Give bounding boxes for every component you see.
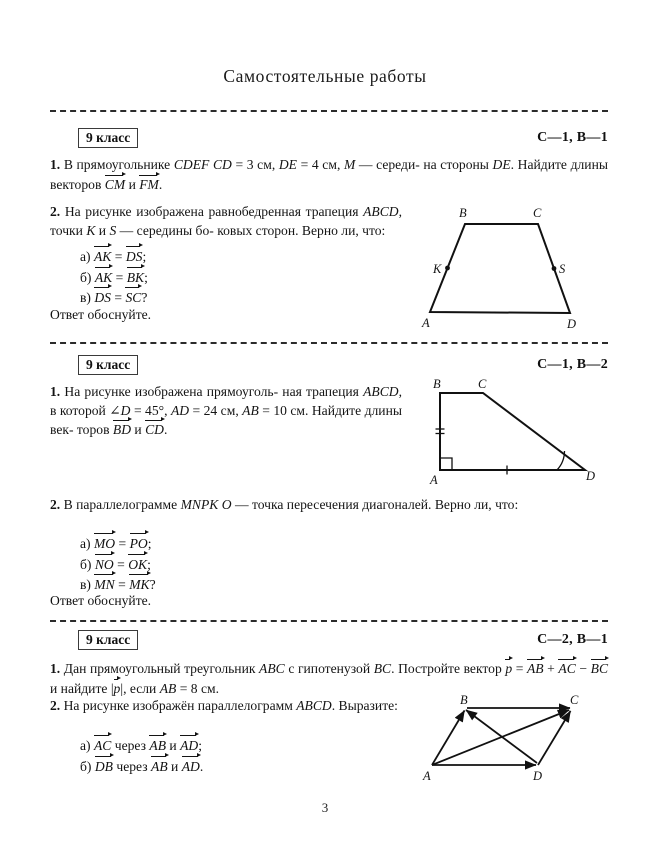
list-item — [50, 267, 148, 288]
vector-p: p — [505, 659, 512, 679]
problem-text: и — [125, 176, 140, 192]
vector-OK: OK — [128, 554, 147, 575]
vector-DC-arrow — [538, 711, 571, 765]
math-label: ABCD — [363, 204, 399, 219]
problem-text: |, если — [120, 680, 160, 696]
problem-2-2-items — [50, 533, 156, 595]
vector-MO: MO — [94, 533, 115, 554]
problem-text: на стороны — [423, 157, 493, 172]
punctuation: . — [199, 758, 204, 774]
problem-1-2-items — [50, 246, 148, 308]
problem-text: = 45°, — [130, 402, 168, 418]
problem-text: Дан прямоугольный треугольник — [63, 661, 260, 676]
problem-number: 1. — [50, 157, 61, 172]
problem-text: На рисунке изображена прямоуголь- — [64, 384, 279, 399]
punctuation: ; — [198, 738, 202, 753]
problem-text: и — [167, 758, 182, 774]
punctuation: ; — [142, 249, 147, 264]
vector-AC: AC — [94, 735, 111, 756]
problem-number: 2. — [50, 204, 61, 219]
variant-label-1: С—1, В—1 — [537, 130, 608, 145]
problem-text: и — [131, 422, 146, 437]
problem-1-2 — [50, 203, 402, 240]
problem-text: — середи- — [355, 157, 420, 172]
math-label: S — [109, 222, 117, 238]
vertex-label-C: C — [533, 206, 542, 220]
page-number: 3 — [321, 800, 329, 815]
problem-text: , точки — [50, 204, 402, 238]
item-marker: а) — [80, 536, 91, 551]
vector-SC: SC — [125, 287, 141, 308]
item-marker: в) — [80, 290, 91, 305]
relation: = — [118, 536, 127, 551]
vector-AB: AB — [149, 735, 166, 756]
relation: = — [114, 290, 123, 305]
punctuation: ? — [149, 577, 156, 592]
math-label: AB — [159, 680, 177, 696]
problem-text: . — [391, 661, 395, 676]
vector-CM: CM — [105, 175, 125, 195]
vector-DS: DS — [126, 246, 143, 267]
vertex-label-B: B — [433, 377, 441, 391]
problem-text: . Найдите длины векторов — [50, 157, 608, 192]
vector-AB: AB — [151, 756, 168, 777]
vertex-label-A: A — [422, 316, 430, 330]
vector-NO: NO — [95, 554, 114, 575]
item-marker: б) — [80, 758, 92, 774]
problem-1-1 — [50, 156, 608, 194]
item-marker: б) — [80, 269, 92, 285]
vector-p-magnitude: p — [114, 679, 121, 699]
problem-text: Постройте вектор — [398, 661, 506, 676]
figure-isosceles-trapezoid — [412, 196, 602, 331]
vector-MN: MN — [94, 574, 114, 595]
math-label: AB — [242, 402, 259, 418]
vector-BD: BD — [113, 420, 131, 440]
list-item — [50, 554, 156, 575]
punctuation: ; — [147, 556, 151, 572]
math-label: DE — [492, 157, 511, 172]
problem-text: и — [166, 738, 181, 753]
problem-2-2 — [50, 496, 608, 515]
punctuation: ? — [141, 290, 148, 305]
list-item — [50, 533, 156, 554]
vector-AC: AC — [558, 659, 575, 679]
problem-text: Верно ли, что: — [434, 497, 519, 512]
problem-text: − — [575, 661, 591, 676]
problem-text: ковых сторон. Верно ли, что: — [217, 222, 386, 238]
item-marker: в) — [80, 577, 91, 592]
problem-text: . — [158, 176, 163, 192]
item-marker: а) — [80, 738, 91, 753]
problem-text: и — [95, 222, 110, 238]
punctuation: ; — [144, 269, 148, 285]
problem-text: В параллелограмме — [63, 497, 181, 512]
problem-text: = 24 см, — [189, 402, 243, 418]
figure-right-trapezoid — [420, 376, 600, 486]
problem-text: На рисунке изображена равнобедренная — [64, 204, 301, 219]
problem-text: через — [112, 758, 152, 774]
math-label: D — [120, 402, 131, 418]
problem-text: = 8 см. — [176, 680, 220, 696]
item-marker: б) — [80, 556, 92, 572]
problem-text: — середины бо- — [116, 222, 214, 238]
problem-3-1 — [50, 659, 608, 698]
vertex-label-D: D — [533, 769, 543, 783]
problem-text: = 10 см. Найдите длины век- — [50, 402, 402, 437]
math-label: BC — [373, 661, 392, 676]
problem-text: , в которой ∠ — [50, 384, 402, 418]
list-item — [50, 756, 203, 777]
problem-text: = 3 см, — [231, 157, 279, 172]
vertex-label-S: S — [559, 262, 566, 276]
vertex-label-C: C — [478, 377, 487, 391]
math-label: MNPK O — [180, 497, 232, 512]
list-item — [50, 246, 148, 267]
vector-AD: AD — [182, 756, 200, 777]
section-separator-3 — [50, 620, 608, 622]
list-item — [50, 287, 148, 308]
vector-BC: BC — [591, 659, 608, 679]
vector-FM: FM — [139, 175, 159, 195]
vector-AK: AK — [95, 267, 112, 288]
problem-number: 2. — [50, 497, 61, 512]
math-label: ABCD — [363, 384, 399, 399]
grade-badge-2: 9 класс — [78, 355, 138, 375]
problem-2-1 — [50, 383, 402, 440]
right-angle-marker — [440, 458, 452, 470]
problem-text: — точка пересечения диагоналей. — [231, 497, 432, 512]
vertex-label-K: K — [433, 262, 442, 276]
problem-text: На рисунке изображён параллелограмм — [63, 698, 293, 713]
math-label: AD — [170, 402, 190, 418]
vector-BK: BK — [127, 267, 144, 288]
vector-PO: PO — [130, 533, 148, 554]
problem-number: 1. — [50, 661, 61, 676]
grade-badge-3: 9 класс — [78, 630, 138, 650]
vertex-label-D: D — [586, 469, 596, 483]
math-label: DE — [278, 157, 297, 172]
midpoint-K-dot — [445, 266, 450, 271]
problem-text: через — [111, 738, 150, 753]
relation: = — [118, 577, 126, 592]
problem-text: + — [543, 661, 559, 676]
item-marker: а) — [80, 249, 91, 264]
math-label: CDEF CD — [173, 157, 232, 172]
section-header-3 — [50, 630, 608, 650]
vertex-label-A: A — [430, 473, 438, 487]
variant-label-3: С—2, В—1 — [537, 632, 608, 647]
vector-AK: AK — [94, 246, 111, 267]
vertex-label-B: B — [460, 693, 468, 707]
relation: = — [114, 249, 123, 264]
problem-text: ная трапеция — [282, 384, 364, 399]
section-separator-1 — [50, 110, 608, 112]
midpoint-S-dot — [552, 266, 557, 271]
problem-text: В прямоугольнике — [63, 157, 174, 172]
vertex-label-C: C — [570, 693, 579, 707]
list-item — [50, 735, 203, 756]
section-header-2 — [50, 355, 608, 375]
vector-AB-arrow — [432, 711, 465, 766]
problem-text: = 4 см, — [296, 157, 344, 172]
answer-prompt-2-2: Ответ обоснуйте. — [50, 593, 152, 608]
math-label: ABC — [259, 661, 285, 676]
math-label: K — [86, 222, 96, 238]
problem-text: . — [164, 422, 168, 437]
vector-AC-arrow — [432, 710, 569, 765]
section-header-1 — [50, 128, 608, 148]
problem-text: трапеция — [305, 204, 364, 219]
vertex-label-B: B — [459, 206, 467, 220]
problem-number: 2. — [50, 698, 61, 713]
vector-AD: AD — [180, 735, 198, 756]
vector-DS: DS — [94, 287, 111, 308]
vector-AB: AB — [527, 659, 544, 679]
vector-DB-arrow — [466, 710, 537, 763]
vector-CD: CD — [145, 420, 164, 440]
problem-text: . Выразите: — [331, 698, 398, 713]
grade-badge-1: 9 класс — [78, 128, 138, 148]
section-separator-2 — [50, 342, 608, 344]
vertex-label-A: A — [423, 769, 431, 783]
page-title: Самостоятельные работы — [223, 66, 427, 86]
relation: = — [115, 269, 124, 285]
problem-number: 1. — [50, 384, 61, 399]
problem-3-2 — [50, 697, 402, 716]
problem-text: и найдите | — [50, 680, 114, 696]
vertex-label-D: D — [567, 317, 577, 331]
math-label: ABCD — [296, 698, 332, 713]
vector-DB: DB — [95, 756, 113, 777]
problem-3-2-items — [50, 735, 203, 776]
relation: = — [117, 556, 125, 572]
problem-text: с гипотенузой — [284, 661, 374, 676]
figure-parallelogram-diagonals — [415, 694, 595, 784]
variant-label-2: С—1, В—2 — [537, 357, 608, 372]
problem-text: = — [512, 661, 527, 676]
math-label: M — [343, 157, 356, 172]
punctuation: ; — [147, 536, 152, 551]
vector-MK: MK — [129, 574, 149, 595]
problem-text: торов — [76, 422, 113, 437]
answer-prompt-1-2: Ответ обоснуйте. — [50, 307, 152, 322]
